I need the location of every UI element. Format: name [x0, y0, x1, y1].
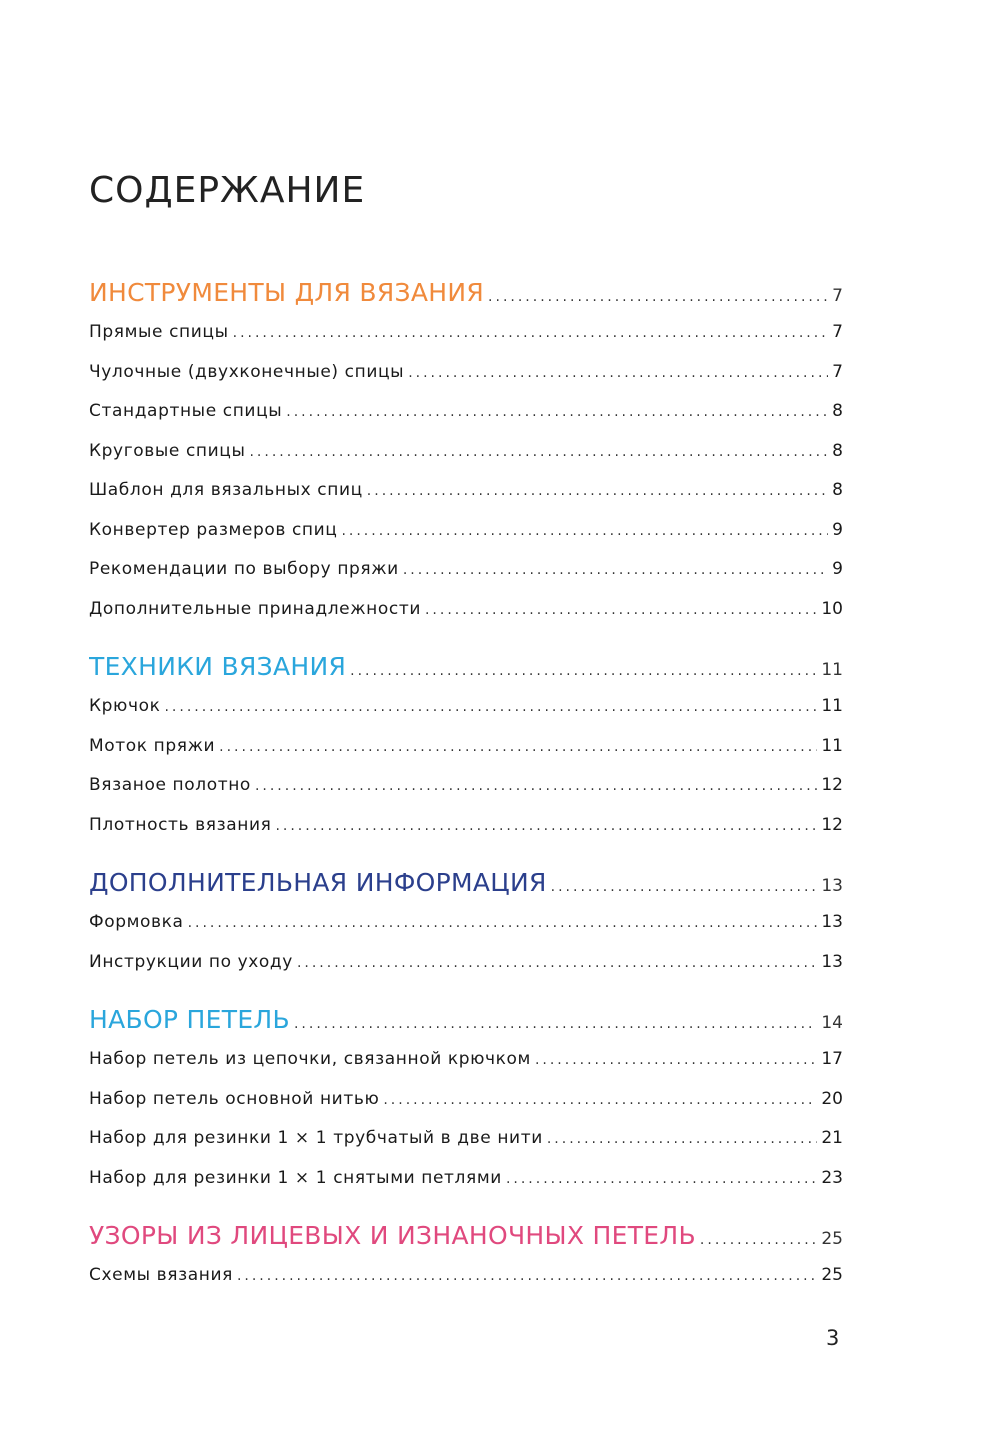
toc-entry[interactable] [89, 599, 843, 639]
section-page-number: 11 [821, 660, 843, 680]
entry-page-number: 10 [821, 598, 843, 619]
entry-page-number: 8 [832, 401, 843, 421]
toc-entry[interactable] [89, 1265, 843, 1305]
entry-title: Конвертер размеров спиц [89, 519, 338, 540]
entry-title: Набор для резинки 1 × 1 трубчатый в две нити [89, 1128, 543, 1148]
entry-page-number: 21 [821, 1128, 843, 1148]
toc-entry[interactable] [89, 1089, 843, 1129]
dot-leader [700, 1232, 817, 1248]
dot-leader [425, 602, 817, 618]
entry-page-number: 11 [821, 696, 843, 716]
entry-title: Стандартные спицы [89, 401, 283, 421]
entry-title: Схемы вязания [89, 1265, 233, 1285]
section-title: ИНСТРУМЕНТЫ ДЛЯ ВЯЗАНИЯ [89, 278, 485, 307]
section-title: ДОПОЛНИТЕЛЬНАЯ ИНФОРМАЦИЯ [89, 868, 547, 897]
dot-leader [255, 778, 817, 794]
dot-leader [188, 915, 818, 931]
entry-page-number: 7 [832, 361, 843, 382]
page-title: СОДЕРЖАНИЕ [89, 170, 366, 211]
entry-page-number: 12 [821, 814, 843, 835]
toc-entry[interactable] [89, 322, 843, 362]
toc-entry[interactable] [89, 559, 843, 599]
dot-leader [275, 818, 817, 834]
entry-title: Рекомендации по выбору пряжи [89, 559, 399, 579]
toc-section-heading[interactable] [89, 278, 843, 322]
section-page-number: 14 [821, 1013, 843, 1033]
toc-entry[interactable] [89, 736, 843, 776]
toc-entry[interactable] [89, 775, 843, 815]
entry-title: Набор петель основной нитью [89, 1088, 380, 1109]
dot-leader [488, 289, 828, 305]
toc-entry[interactable] [89, 362, 843, 402]
toc-entry[interactable] [89, 952, 843, 992]
section-title: УЗОРЫ ИЗ ЛИЦЕВЫХ И ИЗНАНОЧНЫХ ПЕТЕЛЬ [89, 1221, 696, 1250]
dot-leader [237, 1268, 817, 1284]
toc-entry[interactable] [89, 480, 843, 520]
dot-leader [286, 404, 828, 420]
toc-section [89, 278, 843, 638]
dot-leader [341, 523, 828, 539]
entry-page-number: 17 [821, 1049, 843, 1069]
entry-title: Прямые спицы [89, 322, 229, 342]
dot-leader [164, 699, 817, 715]
dot-leader [403, 562, 828, 578]
table-of-contents [89, 278, 843, 1319]
toc-section-heading[interactable] [89, 868, 843, 912]
page-number: 3 [826, 1326, 840, 1350]
toc-entry[interactable] [89, 1168, 843, 1208]
entry-page-number: 20 [821, 1088, 843, 1109]
toc-section [89, 1221, 843, 1305]
dot-leader [535, 1052, 817, 1068]
dot-leader [506, 1171, 817, 1187]
dot-leader [294, 1016, 817, 1032]
toc-section-heading[interactable] [89, 1221, 843, 1265]
entry-title: Крючок [89, 696, 161, 716]
toc-section-heading[interactable] [89, 1005, 843, 1049]
toc-entry[interactable] [89, 1049, 843, 1089]
entry-title: Набор петель из цепочки, связанной крючком [89, 1049, 531, 1069]
dot-leader [350, 663, 817, 679]
entry-page-number: 7 [832, 322, 843, 342]
entry-page-number: 13 [821, 912, 843, 932]
entry-page-number: 8 [832, 440, 843, 461]
section-page-number: 25 [821, 1229, 843, 1249]
entry-title: Плотность вязания [89, 814, 272, 835]
toc-section [89, 868, 843, 991]
entry-title: Шаблон для вязальных спиц [89, 480, 363, 500]
dot-leader [367, 483, 828, 499]
section-page-number: 13 [821, 876, 843, 896]
dot-leader [249, 444, 828, 460]
section-page-number: 7 [832, 286, 843, 306]
entry-title: Дополнительные принадлежности [89, 598, 421, 619]
dot-leader [551, 879, 818, 895]
section-title: НАБОР ПЕТЕЛЬ [89, 1005, 290, 1034]
entry-page-number: 23 [821, 1167, 843, 1188]
toc-entry[interactable] [89, 441, 843, 481]
toc-section [89, 1005, 843, 1207]
toc-section-heading[interactable] [89, 652, 843, 696]
dot-leader [408, 365, 828, 381]
toc-entry[interactable] [89, 912, 843, 952]
entry-title: Инструкции по уходу [89, 951, 293, 972]
toc-entry[interactable] [89, 815, 843, 855]
toc-entry[interactable] [89, 401, 843, 441]
entry-page-number: 25 [821, 1265, 843, 1285]
entry-title: Моток пряжи [89, 735, 216, 756]
entry-page-number: 9 [832, 519, 843, 540]
entry-title: Набор для резинки 1 × 1 снятыми петлями [89, 1167, 502, 1188]
entry-page-number: 11 [821, 735, 843, 756]
section-title: ТЕХНИКИ ВЯЗАНИЯ [89, 652, 347, 681]
entry-title: Вязаное полотно [89, 775, 251, 795]
toc-section [89, 652, 843, 854]
dot-leader [383, 1092, 817, 1108]
toc-entry[interactable] [89, 696, 843, 736]
entry-title: Формовка [89, 912, 184, 932]
entry-page-number: 13 [821, 951, 843, 972]
dot-leader [547, 1131, 818, 1147]
toc-entry[interactable] [89, 1128, 843, 1168]
entry-page-number: 12 [821, 775, 843, 795]
entry-page-number: 9 [832, 559, 843, 579]
toc-entry[interactable] [89, 520, 843, 560]
dot-leader [219, 739, 817, 755]
dot-leader [233, 325, 829, 341]
entry-page-number: 8 [832, 480, 843, 500]
entry-title: Круговые спицы [89, 440, 246, 461]
entry-title: Чулочные (двухконечные) спицы [89, 361, 405, 382]
dot-leader [297, 955, 817, 971]
